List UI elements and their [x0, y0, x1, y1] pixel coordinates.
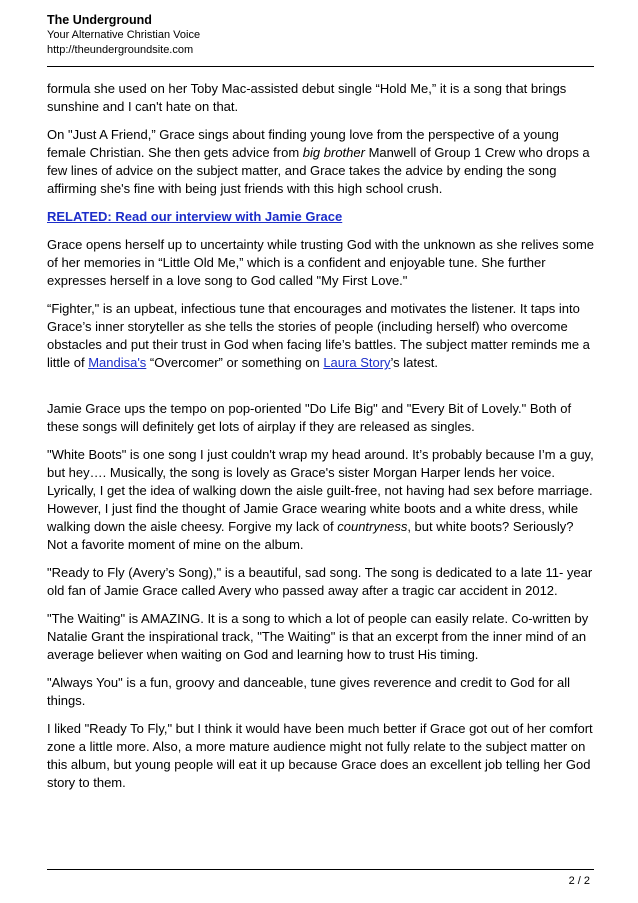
text: ’s latest.: [390, 355, 438, 370]
text: On "Just A Friend,” Grace sings about finding young love from the perspective of a young female Christian. She then gets advice from: [47, 127, 559, 160]
page-header: [47, 12, 595, 58]
text: Manwell of Group 1 Crew who drops a few lines of advice on the subject matter, and Grace takes the advice by ending the song affirming she's fine with being just friends with this high school crush.: [47, 145, 590, 196]
paragraph-little-old-me: Grace opens herself up to uncertainty while trusting God with the unknown as she relives some of her memories in “Little Old Me,” which is a confident and enjoyable tune. She further expresses herself in a love song to God called "My First Love.": [47, 237, 595, 288]
paragraph-conclusion: I liked "Ready To Fly," but I think it would have been much better if Grace got out of her comfort zone a little more. Also, a more mature audience might not fully relate to the subject matter on this album, but young people will eat it up because Grace does an excellent job telling her God story to them.: [47, 721, 593, 790]
footer-divider: [47, 869, 594, 870]
paragraph-ready-to-fly: "Ready to Fly (Avery’s Song)," is a beautiful, sad song. The song is dedicated to a late 11- year old fan of Jamie Grace called Avery who passed away after a tragic car accident in 2012.: [47, 565, 593, 598]
site-url: http://theundergroundsite.com: [47, 44, 194, 56]
site-title: The Underground: [47, 13, 152, 27]
paragraph-fighter: [47, 300, 597, 372]
text: , but white boots? Seriously? Not a favorite moment of mine on the album.: [47, 519, 574, 552]
paragraph-hold-me: formula she used on her Toby Mac-assisted debut single “Hold Me,” it is a song that brings sunshine and I can't hate on that.: [47, 81, 567, 114]
emphasis-countryness: countryness: [337, 519, 408, 534]
laura-story-link[interactable]: Laura Story: [323, 355, 391, 370]
text: "White Boots" is one song I just couldn't wrap my head around. It’s probably because I’m a guy, but hey…. Musically, the song is lovely as Grace's sister Morgan Harper lends her voice. Lyrically, I get the idea of walking down the aisle guilt-free, not having had sex before marriage. However, I just find the thought of Jamie Grace wearing white boots and a white dress, while walking down the aisle cheesy. Forgive my lack of: [47, 447, 594, 534]
paragraph-white-boots: [47, 446, 597, 554]
paragraph-just-a-friend: [47, 126, 597, 198]
site-subtitle: Your Alternative Christian Voice: [47, 29, 201, 41]
text: “Overcomer” or something on: [146, 355, 324, 370]
paragraph-do-life-big: Jamie Grace ups the tempo on pop-oriented "Do Life Big" and "Every Bit of Lovely." Both of these songs will definitely get lots of airplay if they are released as singles.: [47, 401, 572, 434]
mandisa-link[interactable]: Mandisa's: [88, 355, 147, 370]
page-number: 2 / 2: [568, 875, 590, 887]
paragraph-always-you: "Always You" is a fun, groovy and danceable, tune gives reverence and credit to God for all things.: [47, 675, 571, 708]
related-interview-link[interactable]: RELATED: Read our interview with Jamie Grace: [47, 209, 343, 224]
related-paragraph: [47, 208, 597, 226]
paragraph-the-waiting: "The Waiting" is AMAZING. It is a song to which a lot of people can easily relate. Co-written by Natalie Grant the inspirational track, "The Waiting" is that an excerpt from the inner mind of an average believer when waiting on God and learning how to trust His timing.: [47, 611, 589, 662]
text: “Fighter," is an upbeat, infectious tune that encourages and motivates the listener. It taps into Grace’s inner storyteller as she tells the stories of people (including herself) who overcome obstacles and put their trust in God when facing life’s battles. The subject matter reminds me a little of: [47, 301, 590, 370]
emphasis-big-brother: big brother: [302, 145, 365, 160]
header-divider: [47, 66, 594, 67]
article-body: [47, 80, 597, 792]
